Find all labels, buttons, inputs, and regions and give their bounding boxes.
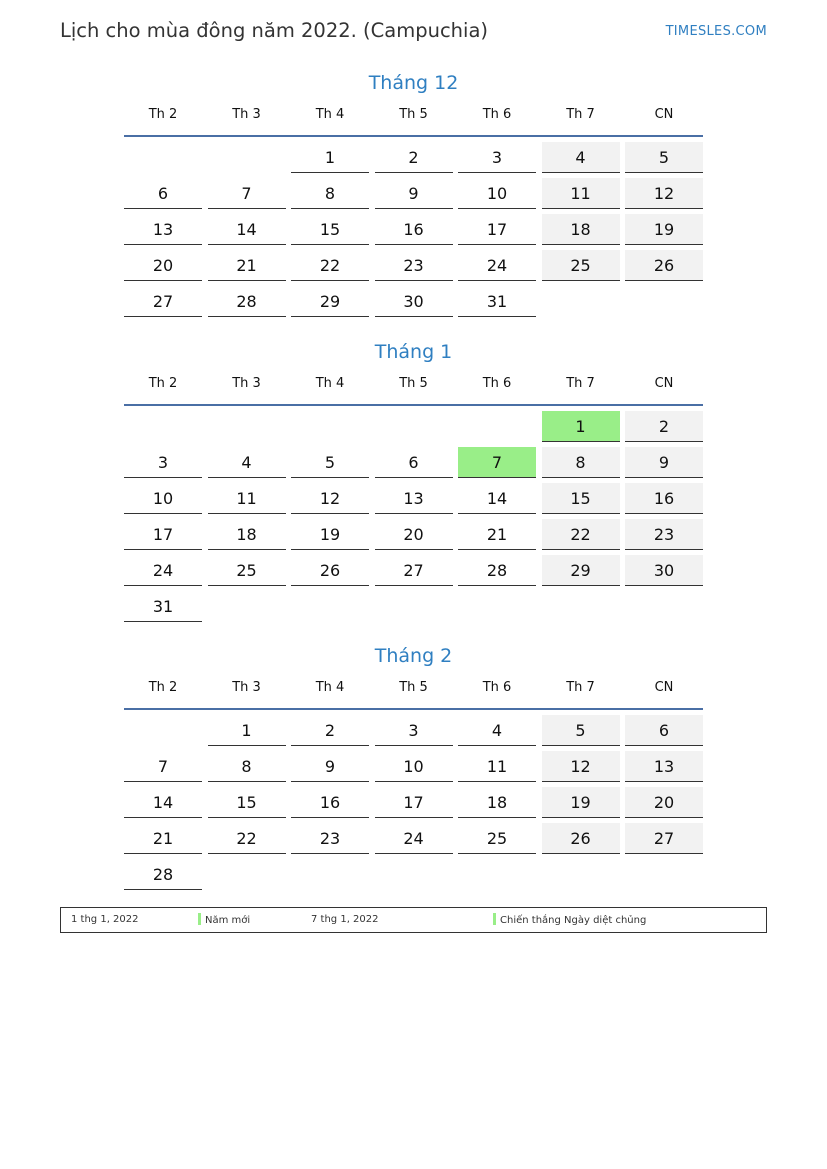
brand-link[interactable]: TIMESLES.COM (665, 24, 767, 39)
day-cell: 25 (542, 250, 620, 281)
day-cell: 17 (375, 787, 453, 818)
day-cell: 17 (458, 214, 536, 245)
day-cell: 13 (625, 751, 703, 782)
weekday-header (124, 103, 703, 137)
day-cell: 16 (291, 787, 369, 818)
weekday-label: Th 4 (315, 107, 345, 122)
day-cell: 20 (124, 250, 202, 281)
day-cell: 15 (291, 214, 369, 245)
day-cell: 22 (542, 519, 620, 550)
day-cell: 24 (375, 823, 453, 854)
holiday-day-cell: 7 (458, 447, 536, 478)
day-cell: 3 (458, 142, 536, 173)
day-cell: 31 (458, 286, 536, 317)
day-grid (124, 142, 703, 322)
page-title: Lịch cho mùa đông năm 2022. (Campuchia) (60, 19, 489, 42)
legend-holiday-2 (493, 913, 646, 928)
weekday-label: Th 2 (148, 680, 178, 695)
day-cell: 5 (625, 142, 703, 173)
legend-date-2: 7 thg 1, 2022 (311, 914, 379, 925)
day-cell: 3 (375, 715, 453, 746)
weekday-label: Th 6 (482, 107, 512, 122)
day-cell: 22 (291, 250, 369, 281)
month-block (124, 68, 703, 322)
day-cell: 15 (208, 787, 286, 818)
weekday-label: CN (654, 376, 674, 391)
day-cell: 4 (208, 447, 286, 478)
weekday-label: CN (654, 680, 674, 695)
day-cell: 11 (208, 483, 286, 514)
day-cell: 7 (124, 751, 202, 782)
day-cell: 12 (291, 483, 369, 514)
month-block (124, 641, 703, 895)
day-cell: 28 (208, 286, 286, 317)
day-cell: 16 (375, 214, 453, 245)
holiday-legend (60, 907, 767, 933)
weekday-label: Th 3 (232, 376, 261, 391)
day-cell: 18 (458, 787, 536, 818)
day-cell: 1 (208, 715, 286, 746)
day-cell: 21 (458, 519, 536, 550)
month-title: Tháng 1 (374, 341, 453, 363)
day-cell: 13 (375, 483, 453, 514)
day-cell: 5 (291, 447, 369, 478)
weekday-label: Th 2 (148, 107, 178, 122)
day-cell: 18 (542, 214, 620, 245)
weekday-label: Th 5 (399, 376, 428, 391)
weekday-label: Th 7 (566, 680, 595, 695)
day-cell: 12 (542, 751, 620, 782)
day-cell: 6 (375, 447, 453, 478)
day-cell: 19 (625, 214, 703, 245)
day-cell: 30 (625, 555, 703, 586)
weekday-label: Th 4 (315, 376, 345, 391)
weekday-label: Th 4 (315, 680, 345, 695)
month-block (124, 337, 703, 627)
day-cell: 17 (124, 519, 202, 550)
day-cell: 24 (458, 250, 536, 281)
day-cell: 8 (208, 751, 286, 782)
legend-date-1: 1 thg 1, 2022 (71, 914, 139, 925)
day-cell: 23 (291, 823, 369, 854)
day-cell: 10 (375, 751, 453, 782)
day-cell: 8 (291, 178, 369, 209)
day-cell: 27 (124, 286, 202, 317)
day-cell: 11 (458, 751, 536, 782)
day-cell: 2 (291, 715, 369, 746)
day-cell: 14 (458, 483, 536, 514)
day-cell: 9 (291, 751, 369, 782)
weekday-label: Th 5 (399, 680, 428, 695)
day-cell: 21 (208, 250, 286, 281)
day-cell: 2 (625, 411, 703, 442)
day-grid (124, 715, 703, 895)
legend-holiday-name-2: Chiến thắng Ngày diệt chủng (500, 915, 647, 926)
day-cell: 4 (542, 142, 620, 173)
day-cell: 29 (542, 555, 620, 586)
day-grid (124, 411, 703, 627)
day-cell: 20 (625, 787, 703, 818)
weekday-label: Th 5 (399, 107, 428, 122)
day-cell: 3 (124, 447, 202, 478)
day-cell: 4 (458, 715, 536, 746)
day-cell: 6 (625, 715, 703, 746)
day-cell: 20 (375, 519, 453, 550)
holiday-color-marker (198, 913, 201, 925)
day-cell: 14 (124, 787, 202, 818)
day-cell: 21 (124, 823, 202, 854)
day-cell: 15 (542, 483, 620, 514)
month-title: Tháng 12 (368, 72, 459, 94)
day-cell: 10 (458, 178, 536, 209)
day-cell: 23 (625, 519, 703, 550)
weekday-header (124, 676, 703, 710)
day-cell: 26 (625, 250, 703, 281)
day-cell: 19 (291, 519, 369, 550)
weekday-label: Th 3 (232, 680, 261, 695)
day-cell: 23 (375, 250, 453, 281)
day-cell: 6 (124, 178, 202, 209)
day-cell: 27 (375, 555, 453, 586)
day-cell: 14 (208, 214, 286, 245)
day-cell: 27 (625, 823, 703, 854)
day-cell: 10 (124, 483, 202, 514)
day-cell: 16 (625, 483, 703, 514)
day-cell: 26 (291, 555, 369, 586)
legend-holiday-name-1: Năm mới (205, 915, 251, 926)
day-cell: 26 (542, 823, 620, 854)
day-cell: 30 (375, 286, 453, 317)
holiday-day-cell: 1 (542, 411, 620, 442)
day-cell: 9 (375, 178, 453, 209)
day-cell: 13 (124, 214, 202, 245)
weekday-label: Th 2 (148, 376, 178, 391)
day-cell: 12 (625, 178, 703, 209)
weekday-label: Th 7 (566, 376, 595, 391)
day-cell: 8 (542, 447, 620, 478)
weekday-label: CN (654, 107, 674, 122)
weekday-header (124, 372, 703, 406)
weekday-label: Th 6 (482, 680, 512, 695)
weekday-label: Th 7 (566, 107, 595, 122)
weekday-label: Th 6 (482, 376, 512, 391)
day-cell: 1 (291, 142, 369, 173)
weekday-label: Th 3 (232, 107, 261, 122)
day-cell: 25 (458, 823, 536, 854)
day-cell: 24 (124, 555, 202, 586)
day-cell: 28 (124, 859, 202, 890)
day-cell: 2 (375, 142, 453, 173)
day-cell: 29 (291, 286, 369, 317)
day-cell: 18 (208, 519, 286, 550)
legend-holiday-1 (198, 913, 250, 928)
day-cell: 19 (542, 787, 620, 818)
holiday-color-marker (493, 913, 496, 925)
day-cell: 9 (625, 447, 703, 478)
day-cell: 11 (542, 178, 620, 209)
day-cell: 28 (458, 555, 536, 586)
day-cell: 5 (542, 715, 620, 746)
month-title: Tháng 2 (374, 645, 453, 667)
day-cell: 25 (208, 555, 286, 586)
day-cell: 7 (208, 178, 286, 209)
day-cell: 22 (208, 823, 286, 854)
day-cell: 31 (124, 591, 202, 622)
